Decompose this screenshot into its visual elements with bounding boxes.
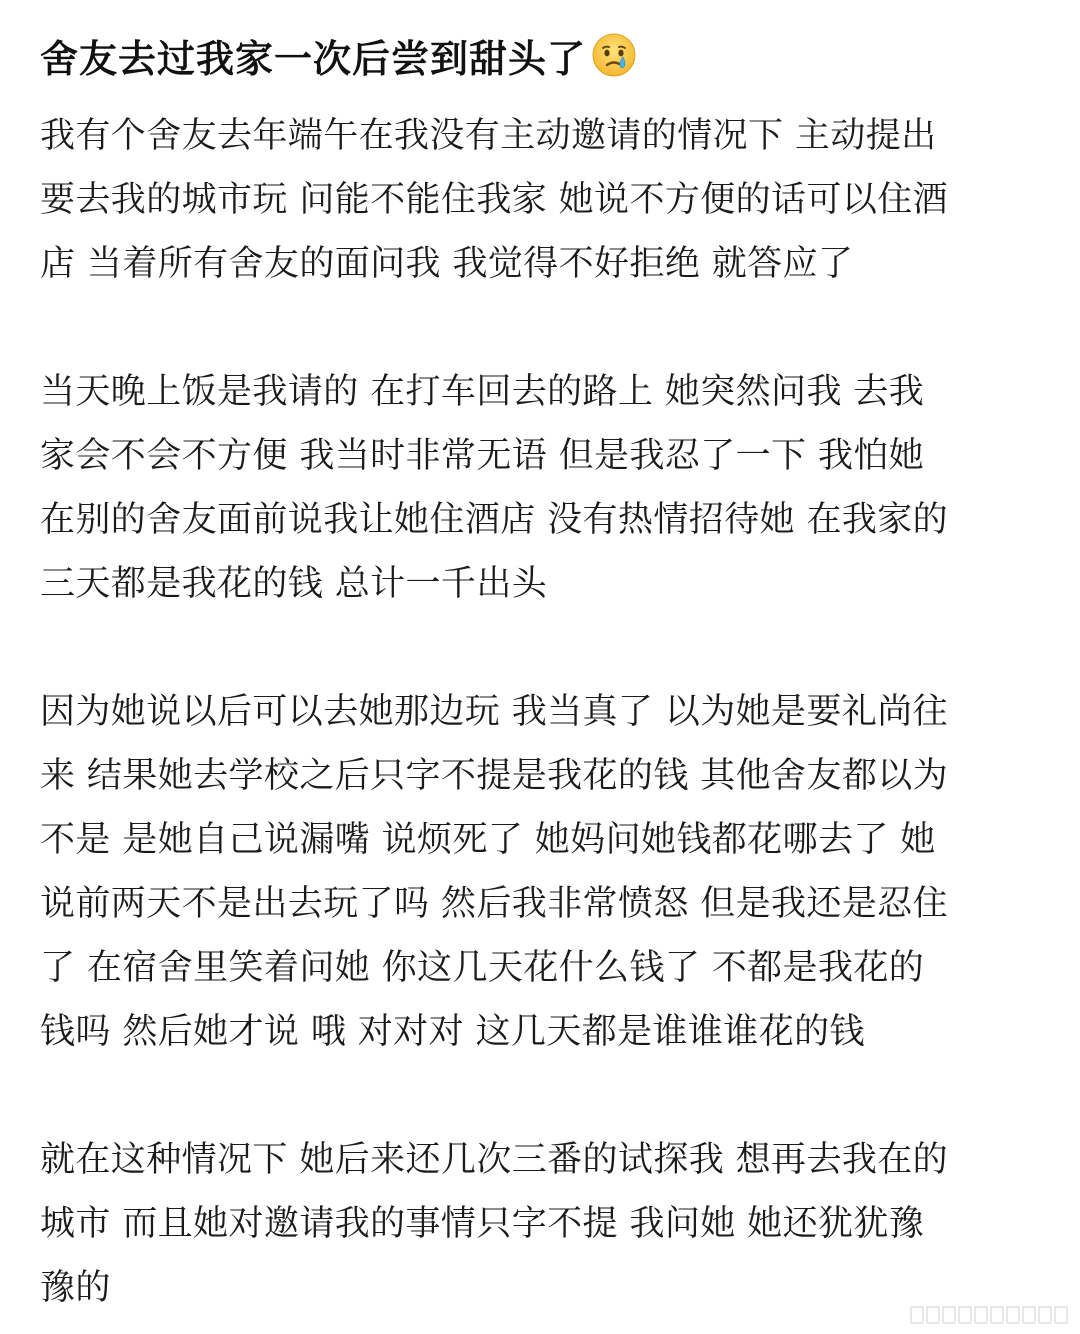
paragraph bbox=[40, 360, 1040, 616]
text-line: 就在这种情况下 她后来还几次三番的试探我 想再去我在的 bbox=[40, 1140, 949, 1180]
text-line: 了 在宿舍里笑着问她 你这几天花什么钱了 不都是我花的 bbox=[40, 948, 925, 988]
text-line: 因为她说以后可以去她那边玩 我当真了 以为她是要礼尚往 bbox=[40, 692, 949, 732]
text-line: 城市 而且她对邀请我的事情只字不提 我问她 她还犹犹豫 bbox=[40, 1204, 925, 1244]
text-line: 要去我的城市玩 问能不能住我家 她说不方便的话可以住酒 bbox=[40, 180, 949, 220]
paragraph bbox=[40, 1128, 1040, 1320]
text-line: 说前两天不是出去玩了吗 然后我非常愤怒 但是我还是忍住 bbox=[40, 884, 949, 924]
text-line: 不是 是她自己说漏嘴 说烦死了 她妈问她钱都花哪去了 她 bbox=[40, 820, 936, 860]
text-line: 在别的舍友面前说我让她住酒店 没有热情招待她 在我家的 bbox=[40, 500, 949, 540]
post-title-row bbox=[40, 26, 638, 84]
text-line: 来 结果她去学校之后只字不提是我花的钱 其他舍友都以为 bbox=[40, 756, 949, 796]
text-line: 我有个舍友去年端午在我没有主动邀请的情况下 主动提出 bbox=[40, 116, 937, 156]
text-line: 钱吗 然后她才说 哦 对对对 这几天都是谁谁谁花的钱 bbox=[40, 1012, 865, 1052]
post-title: 舍友去过我家一次后尝到甜头了 bbox=[40, 36, 587, 81]
paragraph bbox=[40, 680, 1040, 1064]
text-line: 三天都是我花的钱 总计一千出头 bbox=[40, 564, 548, 604]
text-line: 当天晚上饭是我请的 在打车回去的路上 她突然问我 去我 bbox=[40, 372, 925, 412]
crying-face-icon bbox=[590, 31, 638, 79]
text-line: 豫的 bbox=[40, 1268, 111, 1308]
text-line: 店 当着所有舍友的面问我 我觉得不好拒绝 就答应了 bbox=[40, 244, 854, 284]
watermark-logo bbox=[910, 1306, 1068, 1324]
paragraph bbox=[40, 104, 1040, 296]
text-line: 家会不会不方便 我当时非常无语 但是我忍了一下 我怕她 bbox=[40, 436, 925, 476]
post-body bbox=[40, 104, 1040, 1334]
